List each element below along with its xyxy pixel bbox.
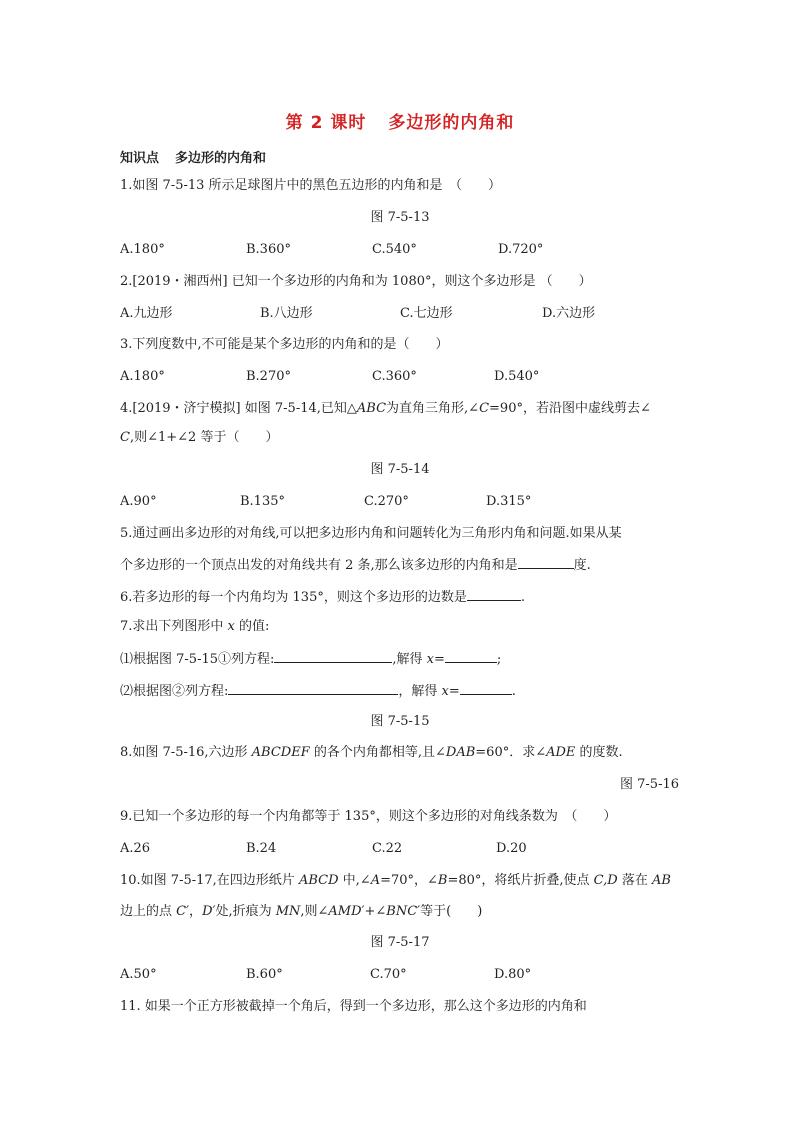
question-11-text: 11. 如果一个正方形被截掉一个角后，得到一个多边形，那么这个多边形的内角和: [120, 999, 587, 1014]
figure-caption-7-5-16: 图 7-5-16: [620, 777, 680, 792]
question-3-text: 3.下列度数中,不可能是某个多边形的内角和的是（ ）: [120, 337, 449, 352]
q1-option-a: A.180°: [120, 242, 165, 257]
question-4-line-2: C,则∠1+∠2 等于（ ）: [120, 430, 279, 445]
answer-blank[interactable]: [445, 649, 497, 663]
question-9-text: 9.已知一个多边形的每一个内角都等于 135°，则这个多边形的对角线条数为 （ ）: [120, 809, 617, 824]
knowledge-point-label: 知识点: [120, 151, 160, 166]
question-2-text: 2.[2019・湘西州] 已知一个多边形的内角和为 1080°，则这个多边形是 （ ）: [120, 274, 592, 289]
lesson-topic: 多边形的内角和: [388, 113, 515, 133]
question-10-line-1: 10.如图 7-5-17,在四边形纸片 ABCD 中,∠A=70°，∠B=80°，将纸片折叠,使点 C,D 落在 AB: [120, 873, 671, 888]
q2-option-a: A.九边形: [120, 306, 173, 321]
q3-option-d: D.540°: [494, 369, 540, 384]
q1-option-b: B.360°: [246, 242, 291, 257]
q4-option-b: B.135°: [240, 494, 285, 509]
question-7-intro: 7.求出下列图形中 x 的值:: [120, 619, 270, 634]
q4-option-d: D.315°: [486, 494, 532, 509]
q3-option-b: B.270°: [246, 369, 291, 384]
q3-option-a: A.180°: [120, 369, 165, 384]
question-5-line-2: 个多边形的一个顶点出发的对角线共有 2 条,那么该多边形的内角和是 度.: [120, 555, 591, 575]
q2-option-d: D.六边形: [542, 306, 596, 321]
question-4-line-1: 4.[2019・济宁模拟] 如图 7-5-14,已知△ABC为直角三角形,∠C=90°，若沿图中虚线剪去∠: [120, 401, 651, 416]
answer-blank[interactable]: [518, 555, 574, 569]
answer-blank[interactable]: [460, 681, 512, 695]
q2-option-c: C.七边形: [400, 306, 453, 321]
question-6-text: 6.若多边形的每一个内角均为 135°，则这个多边形的边数是 .: [120, 587, 525, 607]
answer-blank[interactable]: [274, 649, 392, 663]
answer-blank[interactable]: [467, 587, 521, 601]
q3-option-c: C.360°: [372, 369, 417, 384]
q9-option-a: A.26: [120, 841, 151, 856]
figure-caption-7-5-17: 图 7-5-17: [370, 935, 430, 950]
q10-option-a: A.50°: [120, 967, 157, 982]
page-title: [0, 108, 800, 133]
question-7-part-2: ⑵根据图②列方程: ，解得 x= .: [120, 681, 516, 701]
figure-caption-7-5-14: 图 7-5-14: [370, 462, 430, 477]
q1-option-c: C.540°: [372, 242, 417, 257]
q10-option-c: C.70°: [370, 967, 407, 982]
question-10-line-2: 边上的点 C′，D′处,折痕为 MN,则∠AMD′+∠BNC′等于( ): [120, 904, 483, 919]
q2-option-b: B.八边形: [260, 306, 313, 321]
knowledge-point-heading: [120, 147, 266, 166]
knowledge-point-topic: 多边形的内角和: [175, 151, 267, 166]
q4-option-a: A.90°: [120, 494, 157, 509]
q10-option-d: D.80°: [494, 967, 532, 982]
figure-caption-7-5-13: 图 7-5-13: [370, 210, 430, 225]
question-1-text: 1.如图 7-5-13 所示足球图片中的黑色五边形的内角和是 （ ）: [120, 178, 502, 193]
question-8-text: 8.如图 7-5-16,六边形 ABCDEF 的各个内角都相等,且∠DAB=60°．求∠ADE 的度数.: [120, 745, 623, 760]
q10-option-b: B.60°: [246, 967, 283, 982]
q9-option-c: C.22: [372, 841, 403, 856]
figure-caption-7-5-15: 图 7-5-15: [370, 714, 430, 729]
q1-option-d: D.720°: [498, 242, 544, 257]
question-7-part-1: ⑴根据图 7-5-15①列方程: ,解得 x= ;: [120, 649, 501, 669]
answer-blank[interactable]: [228, 681, 398, 695]
q4-option-c: C.270°: [364, 494, 409, 509]
q9-option-d: D.20: [496, 841, 527, 856]
lesson-label: 第 2 课时: [285, 113, 367, 133]
q9-option-b: B.24: [246, 841, 277, 856]
question-5-line-1: 5.通过画出多边形的对角线,可以把多边形内角和问题转化为三角形内角和问题.如果从某: [120, 526, 622, 541]
